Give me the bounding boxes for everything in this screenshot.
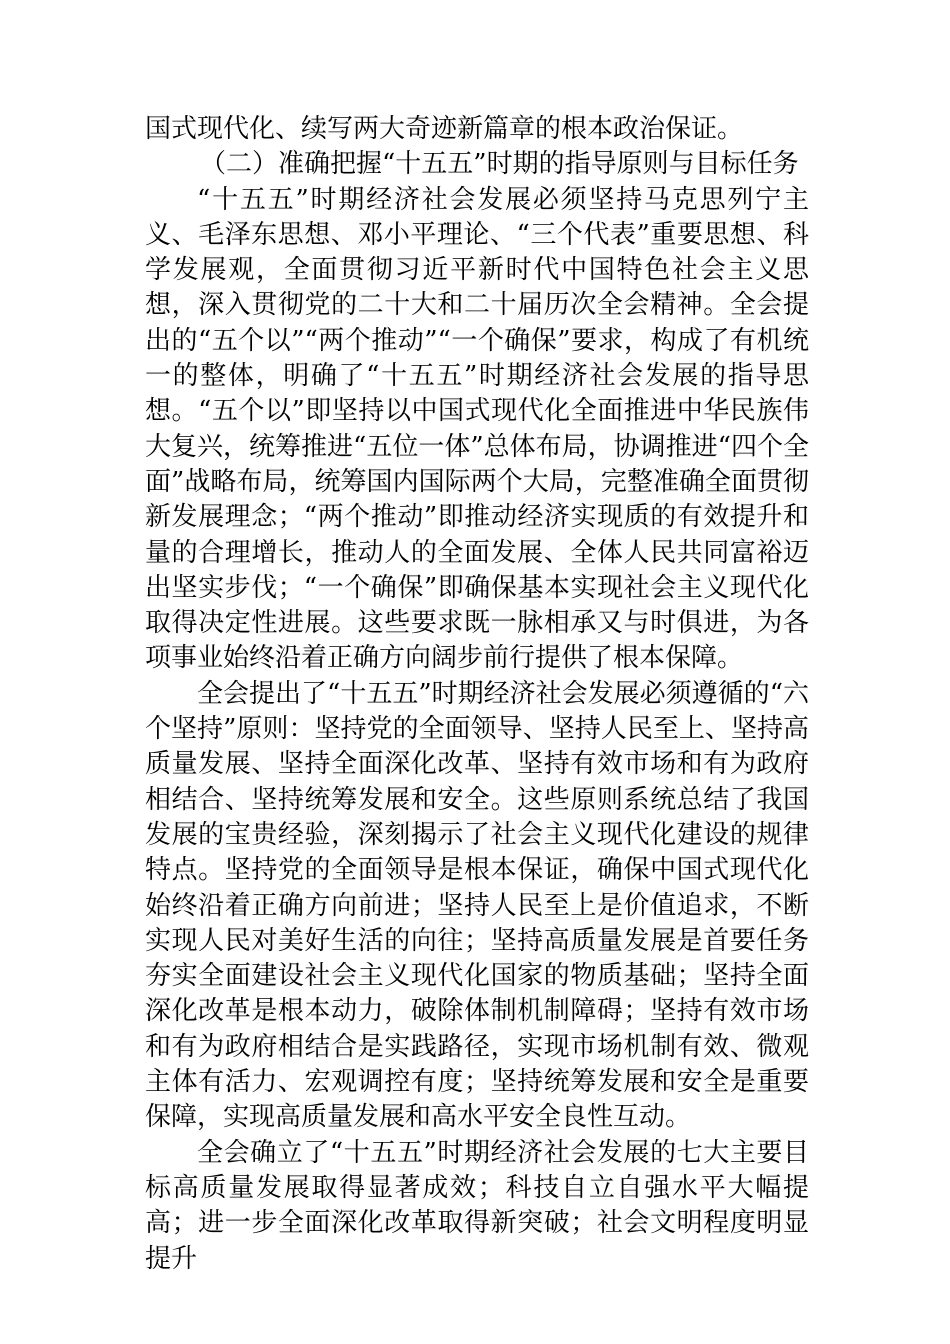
document-body [145, 112, 809, 1277]
paragraph-continuation: 国式现代化、续写两大奇迹新篇章的根本政治保证。 [145, 114, 744, 144]
paragraph-six-principles: 全会提出了“十五五”时期经济社会发展必须遵循的“六个坚持”原则：坚持党的全面领导、坚持人民至上、坚持高质量发展、坚持全面深化改革、坚持有效市场和有为政府相结合、坚持统筹发展和安全。这些原则系统总结了我国发展的宝贵经验，深刻揭示了社会主义现代化建设的规律特点。坚持党的全面领导是根本保证，确保中国式现代化始终沿着正确方向前进；坚持人民至上是价值追求，不断实现人民对美好生活的向往；坚持高质量发展是首要任务夯实全面建设社会主义现代化国家的物质基础；坚持全面深化改革是根本动力，破除体制机制障碍；坚持有效市场和有为政府相结合是实践路径，实现市场机制有效、微观主体有活力、宏观调控有度；坚持统筹发展和安全是重要保障，实现高质量发展和高水平安全良性互动。 [145, 678, 809, 1133]
section-heading: （二）准确把握“十五五”时期的指导原则与目标任务 [200, 149, 799, 180]
paragraph-guiding-thought: “十五五”时期经济社会发展必须坚持马克思列宁主义、毛泽东思想、邓小平理论、“三个代表”重要思想、科学发展观，全面贯彻习近平新时代中国特色社会主义思想，深入贯彻党的二十大和二十届历次全会精神。全会提出的“五个以”“两个推动”“一个确保”要求，构成了有机统一的整体，明确了“十五五”时期经济社会发展的指导思想。“五个以”即坚持以中国式现代化全面推进中华民族伟大复兴，统筹推进“五位一体”总体布局，协调推进“四个全面”战略布局，统筹国内国际两个大局，完整准确全面贯彻新发展理念；“两个推动”即推动经济实现质的有效提升和量的合理增长，推动人的全面发展、全体人民共同富裕迈出坚实步伐；“一个确保”即确保基本实现社会主义现代化取得决定性进展。这些要求既一脉相承又与时俱进，为各项事业始终沿着正确方向阔步前行提供了根本保障。 [145, 184, 809, 674]
paragraph-seven-goals: 全会确立了“十五五”时期经济社会发展的七大主要目标高质量发展取得显著成效；科技自立自强水平大幅提高；进一步全面深化改革取得新突破；社会文明程度明显提升 [145, 1137, 809, 1274]
